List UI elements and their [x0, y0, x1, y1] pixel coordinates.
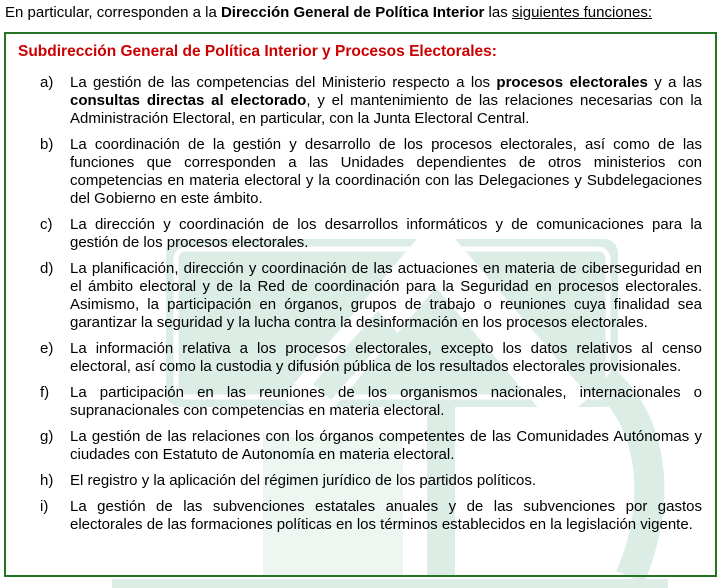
list-item — [40, 472, 702, 490]
item-text: La gestión de las relaciones con los órganos competentes de las Comunidades Autónomas y ciudades con Estatuto de Autonomía en materia electoral. — [70, 428, 702, 463]
box-heading: Subdirección General de Política Interior y Procesos Electorales: — [18, 43, 497, 60]
intro-bold-title: Dirección General de Política Interior — [220, 4, 485, 21]
functions-list — [6, 74, 715, 534]
list-item — [40, 384, 702, 420]
item-text: El registro y la aplicación del régimen jurídico de los partidos políticos. — [70, 472, 537, 489]
item-label: h) — [40, 472, 54, 489]
intro-underlined: siguientes funciones: — [511, 4, 652, 21]
intro-prefix: En particular, corresponden a la — [5, 4, 221, 21]
item-text: La información relativa a los procesos electorales, excepto los datos relativos al censo electoral, así como la custodia y difusión pública de los resultados electorales provisionales. — [70, 340, 702, 375]
item-label: e) — [40, 340, 54, 357]
item-label: a) — [40, 74, 54, 91]
list-item — [40, 260, 702, 332]
item-text: La gestión de las competencias del Ministerio respecto a los procesos electorales y a las consultas directas al electorado, y el mantenimiento de las relaciones necesarias con la Administración Electoral, en particular, con la Junta Electoral Central. — [70, 74, 703, 127]
list-item — [40, 340, 702, 376]
list-item — [40, 428, 702, 464]
functions-box — [4, 32, 717, 577]
item-label: c) — [40, 216, 53, 233]
intro-middle: las — [484, 4, 512, 21]
item-label: i) — [40, 498, 49, 515]
item-label: b) — [40, 136, 54, 153]
item-label: d) — [40, 260, 54, 277]
item-label: g) — [40, 428, 54, 445]
list-item — [40, 74, 702, 128]
item-text: La planificación, dirección y coordinación de las actuaciones en materia de ciberseguridad en el ámbito electoral y de la Red de coordinación para la Seguridad en procesos electorales. Asimismo, la participación en órganos, grupos de trabajo o reuniones cuya finalidad sea garantizar la seguridad y la lucha contra la desinformación en los procesos electorales. — [70, 260, 702, 331]
item-text: La dirección y coordinación de los desarrollos informáticos y de comunicaciones para la gestión de los procesos electorales. — [70, 216, 702, 251]
item-label: f) — [40, 384, 50, 401]
item-text: La coordinación de la gestión y desarrollo de los procesos electorales, así como de las funciones que corresponden a las Unidades dependientes de otros ministerios con competencias en materia electoral y la coordinación con las Delegaciones y Subdelegaciones del Gobierno en este ámbito. — [70, 136, 702, 207]
list-item — [40, 216, 702, 252]
item-text: La gestión de las subvenciones estatales anuales y de las subvenciones por gastos electorales de las formaciones políticas en los términos establecidos en la legislación vigente. — [70, 498, 702, 533]
list-item — [40, 498, 702, 534]
intro-paragraph — [5, 3, 721, 23]
list-item — [40, 136, 702, 208]
item-text: La participación en las reuniones de los organismos nacionales, internacionales o supranacionales con competencias en materia electoral. — [70, 384, 702, 419]
